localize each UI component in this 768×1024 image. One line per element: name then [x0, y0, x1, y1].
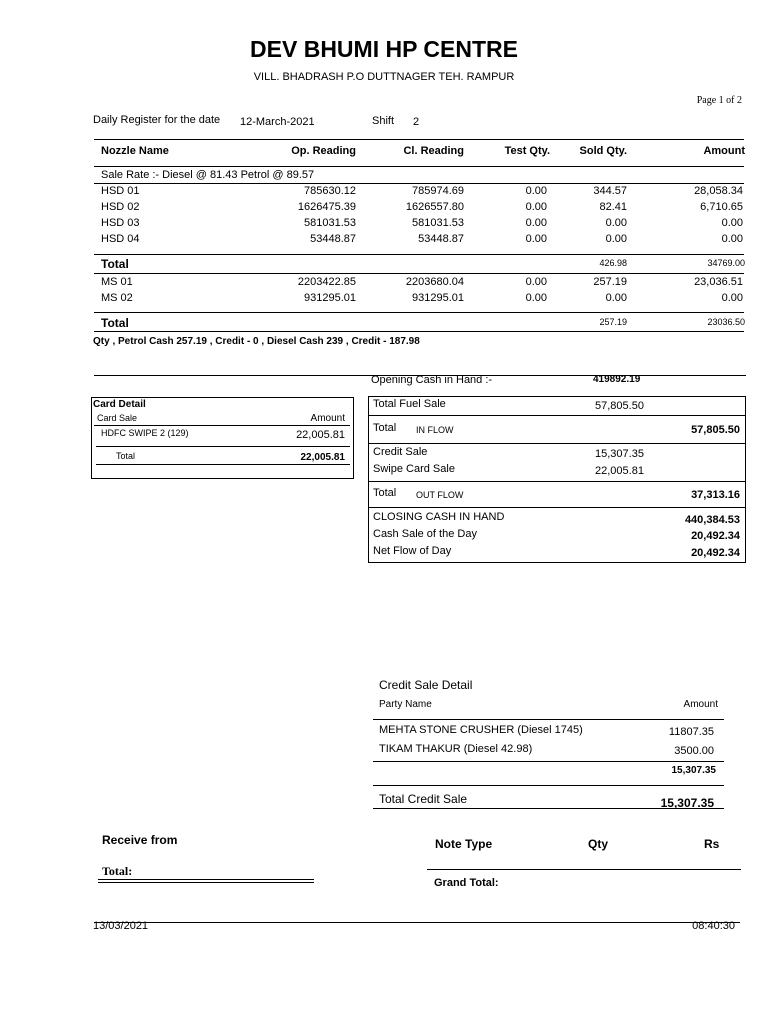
row-test-qty: 0.00	[525, 201, 547, 213]
divider	[94, 312, 744, 313]
row-nozzle-name: HSD 04	[101, 233, 140, 245]
swipe-sale-value: 22,005.81	[595, 465, 644, 477]
in-flow-value: 57,805.50	[691, 424, 740, 436]
credit-party-amount: 11807.35	[668, 726, 714, 738]
row-sold-qty: 0.00	[605, 233, 627, 245]
total-credit-sale-value: 15,307.35	[660, 796, 714, 810]
date-label: Daily Register for the date	[93, 114, 221, 126]
row-amount: 28,058.34	[694, 185, 743, 197]
party-name-header: Party Name	[379, 699, 432, 710]
hsd-total-qty: 426.98	[599, 258, 627, 268]
page-title: DEV BHUMI HP CENTRE	[250, 36, 518, 62]
row-amount: 0.00	[721, 292, 743, 304]
row-sold-qty: 0.00	[605, 217, 627, 229]
row-test-qty: 0.00	[525, 292, 547, 304]
col-amount: Amount	[703, 145, 745, 157]
card-row-amount: 22,005.81	[296, 429, 345, 441]
divider	[369, 415, 745, 416]
col-cl-reading: Cl. Reading	[403, 145, 464, 157]
divider	[94, 166, 744, 167]
divider	[369, 443, 745, 444]
divider	[94, 425, 350, 426]
row-test-qty: 0.00	[525, 233, 547, 245]
hsd-total-label: Total	[101, 257, 129, 271]
credit-amount-header: Amount	[683, 699, 718, 710]
divider	[427, 869, 741, 870]
divider	[373, 808, 724, 809]
col-op-reading: Op. Reading	[291, 145, 356, 157]
row-cl-reading: 581031.53	[412, 217, 464, 229]
shift-value: 2	[413, 116, 420, 128]
address: VILL. BHADRASH P.O DUTTNAGER TEH. RAMPUR	[253, 71, 515, 83]
in-flow-total-label: Total	[373, 422, 397, 434]
row-test-qty: 0.00	[525, 185, 547, 197]
qty-note: Qty , Petrol Cash 257.19 , Credit - 0 , Diesel Cash 239 , Credit - 187.98	[93, 336, 420, 347]
row-sold-qty: 344.57	[593, 185, 627, 197]
row-amount: 23,036.51	[694, 276, 743, 288]
out-flow-value: 37,313.16	[691, 489, 740, 501]
divider	[94, 254, 744, 255]
row-cl-reading: 1626557.80	[405, 201, 464, 213]
row-nozzle-name: HSD 03	[101, 217, 140, 229]
row-op-reading: 1626475.39	[297, 201, 356, 213]
divider	[369, 507, 745, 508]
row-test-qty: 0.00	[525, 276, 547, 288]
divider	[373, 761, 724, 762]
divider	[94, 273, 744, 274]
cash-sale-label: Cash Sale of the Day	[373, 528, 477, 540]
opening-cash-value: 419892.19	[593, 374, 641, 385]
out-flow-label: OUT FLOW	[416, 490, 464, 500]
hsd-total-amount: 34769.00	[707, 258, 745, 268]
card-row-name: HDFC SWIPE 2 (129)	[101, 428, 189, 438]
row-sold-qty: 0.00	[605, 292, 627, 304]
in-flow-label: IN FLOW	[416, 425, 454, 435]
credit-party-name: TIKAM THAKUR (Diesel 42.98)	[379, 743, 533, 755]
total-fuel-sale-value: 57,805.50	[595, 400, 644, 412]
divider	[94, 331, 744, 332]
row-test-qty: 0.00	[525, 217, 547, 229]
net-flow-value: 20,492.34	[691, 547, 740, 559]
card-total-value: 22,005.81	[300, 452, 345, 463]
credit-sale-value: 15,307.35	[595, 448, 644, 460]
row-cl-reading: 53448.87	[418, 233, 464, 245]
divider	[373, 719, 724, 720]
credit-subtotal: 15,307.35	[671, 765, 716, 776]
row-op-reading: 581031.53	[304, 217, 356, 229]
note-type-header: Note Type	[435, 837, 493, 851]
swipe-sale-label: Swipe Card Sale	[373, 463, 455, 475]
page-number: Page 1 of 2	[696, 95, 742, 106]
card-detail-title: Card Detail	[93, 399, 146, 410]
row-nozzle-name: MS 01	[101, 276, 133, 288]
row-sold-qty: 257.19	[593, 276, 627, 288]
credit-sale-label: Credit Sale	[373, 446, 428, 458]
grand-total-label: Grand Total:	[434, 877, 499, 889]
closing-cash-label: CLOSING CASH IN HAND	[373, 511, 505, 523]
print-time: 08:40:30	[692, 920, 735, 932]
divider	[94, 183, 744, 184]
row-cl-reading: 931295.01	[412, 292, 464, 304]
divider	[369, 481, 745, 482]
credit-party-amount: 3500.00	[674, 745, 714, 757]
credit-party-name: MEHTA STONE CRUSHER (Diesel 1745)	[379, 724, 583, 736]
row-nozzle-name: MS 02	[101, 292, 133, 304]
row-nozzle-name: HSD 01	[101, 185, 140, 197]
rs-header: Rs	[704, 837, 720, 851]
closing-cash-value: 440,384.53	[684, 514, 740, 526]
net-flow-label: Net Flow of Day	[373, 545, 452, 557]
row-cl-reading: 2203680.04	[405, 276, 464, 288]
card-sale-header: Card Sale	[97, 413, 138, 423]
ms-total-label: Total	[101, 316, 129, 330]
divider	[98, 879, 314, 880]
shift-label: Shift	[372, 115, 395, 127]
credit-detail-title: Credit Sale Detail	[379, 678, 473, 692]
row-op-reading: 931295.01	[304, 292, 356, 304]
receive-from-label: Receive from	[102, 833, 178, 847]
row-op-reading: 2203422.85	[297, 276, 356, 288]
row-nozzle-name: HSD 02	[101, 201, 140, 213]
row-amount: 0.00	[721, 233, 743, 245]
row-cl-reading: 785974.69	[412, 185, 464, 197]
total-credit-sale-label: Total Credit Sale	[379, 792, 468, 806]
sale-rate: Sale Rate :- Diesel @ 81.43 Petrol @ 89.57	[101, 169, 315, 181]
ms-total-qty: 257.19	[599, 317, 627, 327]
divider	[98, 882, 314, 883]
out-flow-total-label: Total	[373, 487, 397, 499]
total-fuel-sale-label: Total Fuel Sale	[373, 398, 446, 410]
col-nozzle-name: Nozzle Name	[101, 145, 169, 157]
divider	[96, 446, 350, 447]
date-value: 12-March-2021	[240, 116, 315, 128]
divider	[96, 464, 350, 465]
print-date: 13/03/2021	[93, 920, 149, 932]
row-amount: 0.00	[721, 217, 743, 229]
ms-total-amount: 23036.50	[707, 317, 745, 327]
qty-header: Qty	[588, 837, 609, 851]
opening-cash-label: Opening Cash in Hand :-	[371, 374, 493, 386]
row-op-reading: 785630.12	[304, 185, 356, 197]
card-amount-header: Amount	[310, 413, 345, 424]
divider	[94, 139, 744, 140]
col-sold-qty: Sold Qty.	[579, 145, 627, 157]
divider	[373, 785, 724, 786]
cash-sale-value: 20,492.34	[691, 530, 740, 542]
footer-total-label: Total:	[102, 864, 133, 878]
col-test-qty: Test Qty.	[504, 145, 550, 157]
row-sold-qty: 82.41	[599, 201, 627, 213]
card-total-label: Total	[116, 451, 136, 461]
row-op-reading: 53448.87	[310, 233, 356, 245]
row-amount: 6,710.65	[700, 201, 743, 213]
